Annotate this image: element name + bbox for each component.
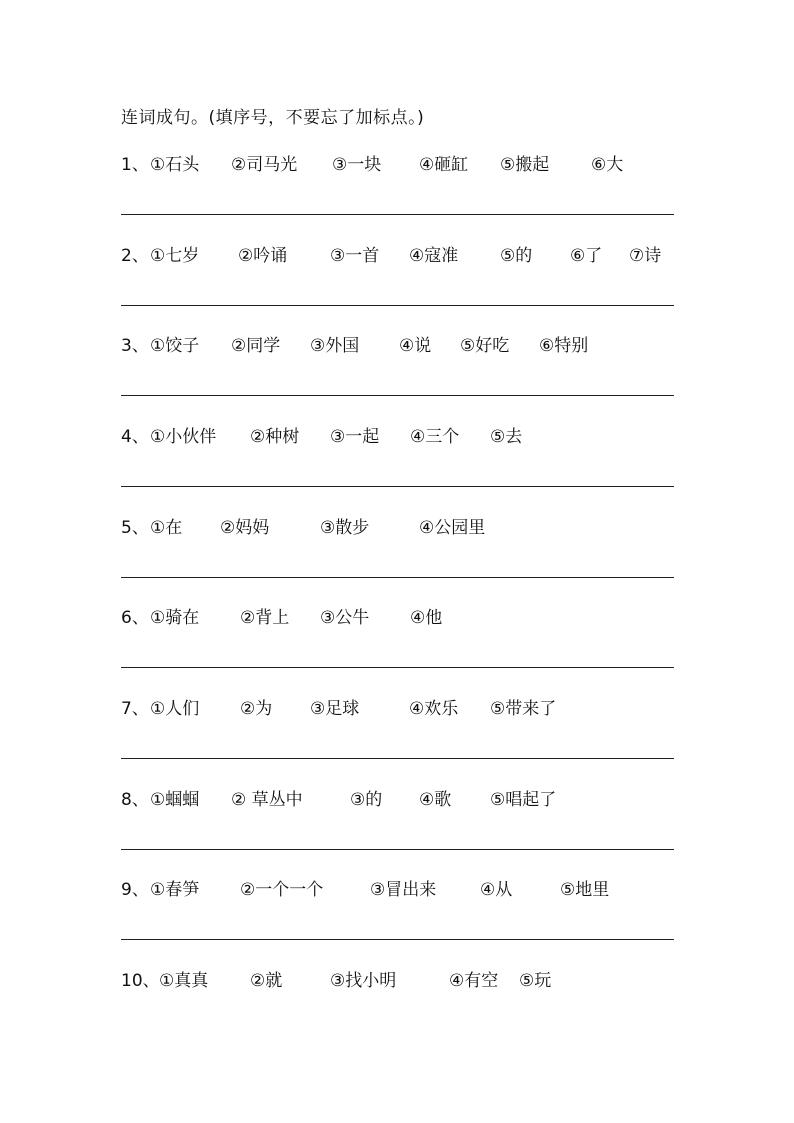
word-option: ④有空 xyxy=(449,971,499,991)
question-4 xyxy=(121,422,681,462)
word-option: ④歌 xyxy=(419,790,452,810)
word-option: ③冒出来 xyxy=(370,880,437,900)
word-option: ⑥了 xyxy=(570,246,603,266)
word-option: ③足球 xyxy=(310,699,360,719)
word-option: ⑤带来了 xyxy=(490,699,557,719)
question-number: 3、 xyxy=(121,336,149,356)
word-option: ⑤去 xyxy=(490,427,523,447)
question-number: 1、 xyxy=(121,155,149,175)
question-9 xyxy=(121,875,681,915)
question-number: 9、 xyxy=(121,880,149,900)
word-option: ①饺子 xyxy=(150,336,200,356)
word-option: ④说 xyxy=(399,336,432,356)
word-option: ⑦诗 xyxy=(629,246,662,266)
word-option: ③一块 xyxy=(332,155,382,175)
word-option: ③散步 xyxy=(320,518,370,538)
word-option: ①小伙伴 xyxy=(150,427,217,447)
word-option: ②种树 xyxy=(250,427,300,447)
word-option: ③公牛 xyxy=(320,608,370,628)
word-option: ④寇准 xyxy=(409,246,459,266)
question-words xyxy=(121,422,681,446)
answer-line[interactable] xyxy=(121,758,674,759)
word-option: ②同学 xyxy=(231,336,281,356)
answer-line[interactable] xyxy=(121,939,674,940)
word-option: ④从 xyxy=(480,880,513,900)
word-option: ⑤的 xyxy=(500,246,533,266)
word-option: ④砸缸 xyxy=(419,155,469,175)
question-5 xyxy=(121,513,681,553)
question-number: 4、 xyxy=(121,427,149,447)
word-option: ⑤玩 xyxy=(519,971,552,991)
question-10 xyxy=(121,966,681,1006)
word-option: ①春笋 xyxy=(150,880,200,900)
question-number: 10、 xyxy=(121,971,160,991)
answer-line[interactable] xyxy=(121,305,674,306)
question-number: 8、 xyxy=(121,790,149,810)
question-words xyxy=(121,785,681,809)
word-option: ⑤搬起 xyxy=(500,155,550,175)
word-option: ①真真 xyxy=(159,971,209,991)
question-number: 2、 xyxy=(121,246,149,266)
question-7 xyxy=(121,694,681,734)
word-option: ①人们 xyxy=(150,699,200,719)
word-option: ②司马光 xyxy=(231,155,298,175)
word-option: ①七岁 xyxy=(150,246,200,266)
question-2 xyxy=(121,241,681,281)
word-option: ③一首 xyxy=(330,246,380,266)
word-option: ③的 xyxy=(350,790,383,810)
question-8 xyxy=(121,785,681,825)
question-words xyxy=(121,513,681,537)
word-option: ② 草丛中 xyxy=(231,790,303,810)
question-words xyxy=(121,603,681,627)
question-words xyxy=(121,150,681,174)
word-option: ⑥大 xyxy=(591,155,624,175)
word-option: ⑤好吃 xyxy=(460,336,510,356)
word-option: ①骑在 xyxy=(150,608,200,628)
word-option: ①在 xyxy=(150,518,183,538)
answer-line[interactable] xyxy=(121,486,674,487)
word-option: ②背上 xyxy=(240,608,290,628)
question-number: 5、 xyxy=(121,518,149,538)
word-option: ①蝈蝈 xyxy=(150,790,200,810)
question-number: 6、 xyxy=(121,608,149,628)
answer-line[interactable] xyxy=(121,214,674,215)
word-option: ②为 xyxy=(240,699,273,719)
word-option: ④欢乐 xyxy=(409,699,459,719)
word-option: ④他 xyxy=(410,608,443,628)
question-6 xyxy=(121,603,681,643)
word-option: ②吟诵 xyxy=(238,246,288,266)
word-option: ③一起 xyxy=(330,427,380,447)
word-option: ②妈妈 xyxy=(220,518,270,538)
word-option: ②就 xyxy=(250,971,283,991)
question-words xyxy=(121,241,681,265)
question-number: 7、 xyxy=(121,699,149,719)
answer-line[interactable] xyxy=(121,849,674,850)
word-option: ③外国 xyxy=(310,336,360,356)
word-option: ④公园里 xyxy=(419,518,486,538)
word-option: ③找小明 xyxy=(330,971,397,991)
question-words xyxy=(121,694,681,718)
question-3 xyxy=(121,331,681,371)
word-option: ⑤唱起了 xyxy=(490,790,557,810)
answer-line[interactable] xyxy=(121,667,674,668)
answer-line[interactable] xyxy=(121,395,674,396)
answer-line[interactable] xyxy=(121,577,674,578)
question-words xyxy=(121,875,681,899)
question-1 xyxy=(121,150,681,190)
word-option: ④三个 xyxy=(410,427,460,447)
question-words xyxy=(121,966,681,990)
word-option: ②一个一个 xyxy=(240,880,324,900)
worksheet-title: 连词成句。(填序号，不要忘了加标点。) xyxy=(121,108,425,128)
word-option: ①石头 xyxy=(150,155,200,175)
question-words xyxy=(121,331,681,355)
word-option: ⑥特别 xyxy=(539,336,589,356)
word-option: ⑤地里 xyxy=(560,880,610,900)
